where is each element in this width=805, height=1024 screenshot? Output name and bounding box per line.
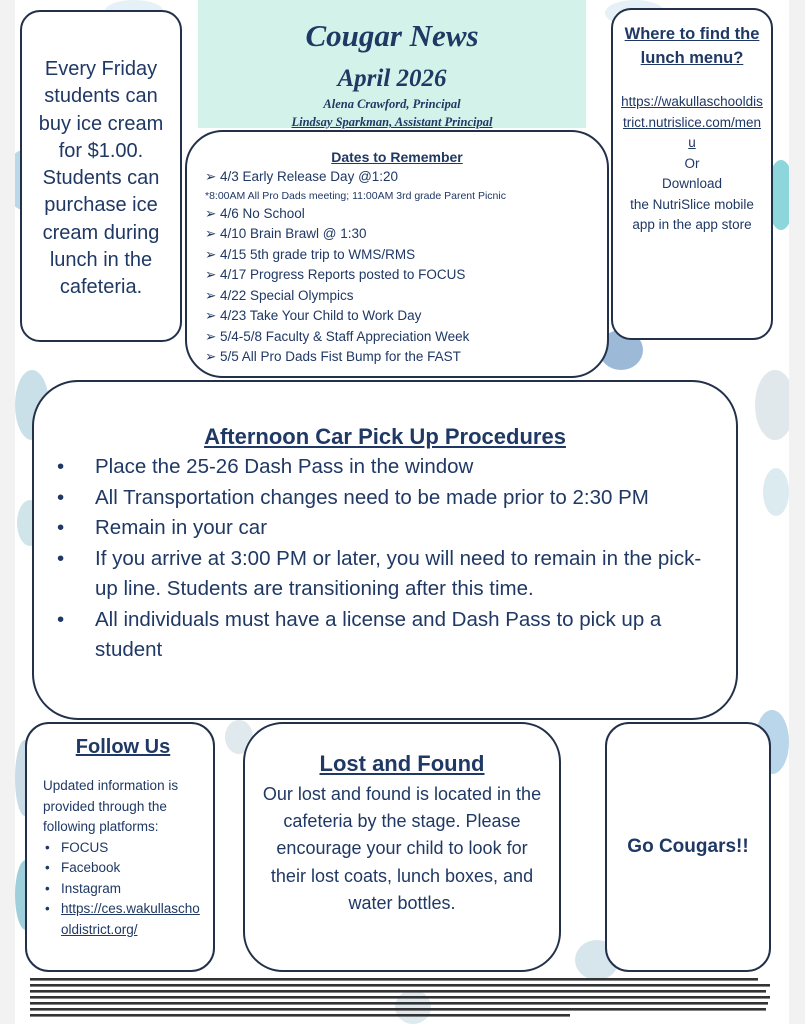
arrow-bullet-icon: ➢ <box>205 205 217 221</box>
date-item: ➢ 4/15 5th grade trip to WMS/RMS <box>205 245 607 266</box>
paw-dot-decoration <box>755 370 789 440</box>
platform-item: • FOCUS <box>43 838 203 859</box>
date-note: *8:00AM All Pro Dads meeting; 11:00AM 3rd grade Parent Picnic <box>205 189 506 202</box>
car-pickup-box <box>32 380 738 720</box>
ice-cream-box <box>20 10 182 342</box>
follow-us-heading: Follow Us <box>75 736 171 758</box>
school-website-link[interactable]: https://ces.wakullaschooldistrict.org/ <box>61 901 200 937</box>
lost-found-text: Our lost and found is located in the cafeteria by the stage. Please encourage your child to look for their lost coats, lunch boxes, and water bottles. <box>262 784 542 913</box>
follow-us-box <box>25 722 215 972</box>
arrow-bullet-icon: ➢ <box>205 287 217 303</box>
bullet-icon: • <box>57 607 65 631</box>
bullet-icon: • <box>57 455 65 478</box>
lunch-menu-or: Or <box>684 155 700 171</box>
car-pickup-list <box>34 452 716 666</box>
lost-found-heading: Lost and Found <box>319 751 485 776</box>
pickup-item: • All Transportation changes need to be made prior to 2:30 PM <box>34 483 716 514</box>
dates-heading: Dates to Remember <box>331 149 463 165</box>
bullet-icon: • <box>57 516 65 539</box>
bullet-icon: • <box>45 880 50 896</box>
date-item: ➢ 4/10 Brain Brawl @ 1:30 <box>205 224 607 245</box>
date-item: ➢ 4/3 Early Release Day @1:20 <box>205 167 607 188</box>
follow-us-list <box>43 838 203 941</box>
newsletter-title: Cougar News <box>305 18 479 53</box>
newsletter-date: April 2026 <box>337 65 447 92</box>
arrow-bullet-icon: ➢ <box>205 349 217 364</box>
go-cougars-text: Go Cougars!! <box>627 836 749 857</box>
lost-found-box <box>243 722 561 972</box>
pickup-item: • All individuals must have a license and Dash Pass to pick up a student <box>34 605 716 666</box>
dates-to-remember-box <box>185 130 609 378</box>
dates-list <box>205 167 607 368</box>
go-cougars-box <box>605 722 771 972</box>
arrow-bullet-icon: ➢ <box>205 226 217 241</box>
bullet-icon: • <box>45 839 50 855</box>
arrow-bullet-icon: ➢ <box>205 308 217 323</box>
lunch-menu-link[interactable]: https://wakullaschooldistrict.nutrislice.com/menu <box>621 94 763 150</box>
platform-item <box>43 899 203 940</box>
legal-footer-text <box>30 976 770 1020</box>
lunch-menu-box <box>611 8 773 340</box>
pickup-item: • Place the 25-26 Dash Pass in the window <box>34 452 716 483</box>
car-pickup-heading: Afternoon Car Pick Up Procedures <box>204 424 566 449</box>
date-item: ➢ 4/17 Progress Reports posted to FOCUS <box>205 265 607 286</box>
follow-us-intro: Updated information is provided through the following platforms: <box>43 778 179 834</box>
bullet-icon: • <box>57 485 65 509</box>
arrow-bullet-icon: ➢ <box>205 169 217 184</box>
date-item: ➢ 5/5 All Pro Dads Fist Bump for the FAST <box>205 347 607 368</box>
ice-cream-text: Every Friday students can buy ice cream for $1.00. Students can purchase ice cream during lunch in the cafeteria. <box>38 58 164 299</box>
platform-item: • Instagram <box>43 879 203 900</box>
platform-item: • Facebook <box>43 858 203 879</box>
pickup-item: • Remain in your car <box>34 513 716 544</box>
arrow-bullet-icon: ➢ <box>205 267 217 282</box>
pickup-item: • If you arrive at 3:00 PM or later, you will need to remain in the pick-up line. Students are transitioning after this time. <box>34 544 716 605</box>
bullet-icon: • <box>45 860 50 875</box>
arrow-bullet-icon: ➢ <box>205 328 217 344</box>
lunch-menu-app-text: the NutriSlice mobile app in the app store <box>630 196 754 232</box>
principal-name: Alena Crawford, Principal <box>323 97 461 111</box>
lunch-menu-heading: Where to find the lunch menu? <box>624 25 760 67</box>
newsletter-page <box>15 0 789 1024</box>
paw-dot-decoration <box>763 468 789 516</box>
date-item: ➢ 4/22 Special Olympics <box>205 286 607 307</box>
newsletter-header <box>198 0 586 128</box>
arrow-bullet-icon: ➢ <box>205 246 217 262</box>
bullet-icon: • <box>57 546 65 570</box>
date-item: ➢ 4/23 Take Your Child to Work Day <box>205 306 607 327</box>
lunch-menu-download: Download <box>661 176 723 191</box>
bullet-icon: • <box>45 901 50 916</box>
date-item: ➢ 4/6 No School <box>205 204 607 225</box>
date-item: ➢ 5/4-5/8 Faculty & Staff Appreciation Week <box>205 327 607 348</box>
assistant-principal-name: Lindsay Sparkman, Assistant Principal <box>291 115 493 129</box>
